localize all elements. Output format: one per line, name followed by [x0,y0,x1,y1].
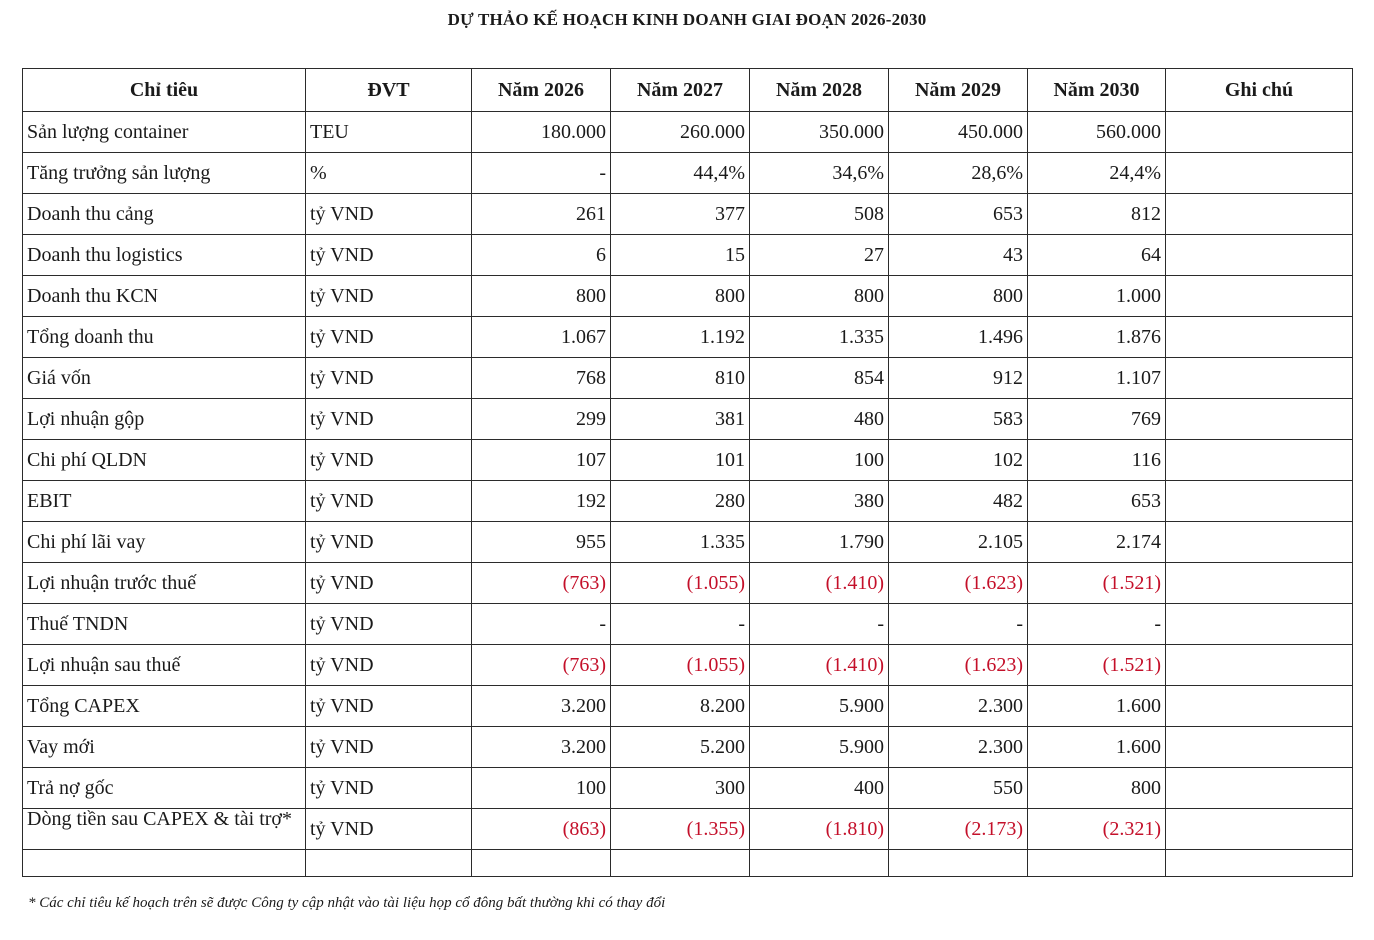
unit-cell: TEU [306,112,472,153]
empty-cell [1166,850,1353,877]
value-2026-cell: 261 [472,194,611,235]
value-2027-cell: (1.055) [611,645,750,686]
value-2030-cell: 116 [1028,440,1166,481]
value-2029-cell: 550 [889,768,1028,809]
note-cell [1166,727,1353,768]
note-cell [1166,440,1353,481]
unit-cell: tỷ VND [306,481,472,522]
table-row [23,112,1353,153]
value-2030-cell: 769 [1028,399,1166,440]
value-2030-cell: 560.000 [1028,112,1166,153]
metric-cell: Chi phí lãi vay [23,522,306,563]
value-2027-cell: 15 [611,235,750,276]
value-2026-cell: 800 [472,276,611,317]
header-year-2030: Năm 2030 [1028,69,1166,112]
value-2028-cell: 800 [750,276,889,317]
value-2026-cell: 100 [472,768,611,809]
value-2026-cell: 180.000 [472,112,611,153]
value-2028-cell: 400 [750,768,889,809]
metric-cell: Tổng CAPEX [23,686,306,727]
value-2030-cell: 653 [1028,481,1166,522]
value-2030-cell: 1.000 [1028,276,1166,317]
value-2028-cell: (1.410) [750,563,889,604]
value-2027-cell: (1.355) [611,809,750,850]
value-2028-cell: 350.000 [750,112,889,153]
value-2030-cell: - [1028,604,1166,645]
value-2027-cell: 1.335 [611,522,750,563]
value-2029-cell: 450.000 [889,112,1028,153]
value-2027-cell: - [611,604,750,645]
unit-cell: tỷ VND [306,768,472,809]
value-2026-cell: 3.200 [472,727,611,768]
note-cell [1166,481,1353,522]
value-2030-cell: 64 [1028,235,1166,276]
value-2030-cell: (1.521) [1028,563,1166,604]
note-cell [1166,399,1353,440]
value-2029-cell: 1.496 [889,317,1028,358]
value-2026-cell: 3.200 [472,686,611,727]
value-2027-cell: 44,4% [611,153,750,194]
metric-cell: Dòng tiền sau CAPEX & tài trợ* [23,809,306,850]
value-2026-cell: 6 [472,235,611,276]
value-2026-cell: 107 [472,440,611,481]
value-2026-cell: (763) [472,645,611,686]
table-row [23,686,1353,727]
metric-cell: Thuế TNDN [23,604,306,645]
value-2026-cell: - [472,153,611,194]
unit-cell: tỷ VND [306,563,472,604]
value-2028-cell: 1.335 [750,317,889,358]
value-2030-cell: (1.521) [1028,645,1166,686]
unit-cell: tỷ VND [306,194,472,235]
table-row [23,153,1353,194]
value-2027-cell: 381 [611,399,750,440]
metric-cell: Doanh thu cảng [23,194,306,235]
value-2029-cell: 2.105 [889,522,1028,563]
value-2027-cell: 101 [611,440,750,481]
note-cell [1166,563,1353,604]
business-plan-table [22,68,1353,877]
value-2027-cell: 810 [611,358,750,399]
note-cell [1166,112,1353,153]
value-2027-cell: 280 [611,481,750,522]
value-2029-cell: 583 [889,399,1028,440]
note-cell [1166,522,1353,563]
value-2028-cell: 27 [750,235,889,276]
empty-cell [611,850,750,877]
metric-cell: Vay mới [23,727,306,768]
unit-cell: tỷ VND [306,809,472,850]
note-cell [1166,276,1353,317]
value-2028-cell: 34,6% [750,153,889,194]
value-2027-cell: 800 [611,276,750,317]
header-year-2027: Năm 2027 [611,69,750,112]
table-row [23,768,1353,809]
metric-cell: Doanh thu logistics [23,235,306,276]
table-row [23,645,1353,686]
unit-cell: tỷ VND [306,358,472,399]
note-cell [1166,317,1353,358]
value-2026-cell: - [472,604,611,645]
value-2030-cell: 2.174 [1028,522,1166,563]
metric-cell: Chi phí QLDN [23,440,306,481]
value-2026-cell: 1.067 [472,317,611,358]
unit-cell: tỷ VND [306,276,472,317]
value-2029-cell: 482 [889,481,1028,522]
value-2029-cell: (2.173) [889,809,1028,850]
metric-cell: Trả nợ gốc [23,768,306,809]
value-2029-cell: 653 [889,194,1028,235]
value-2028-cell: 480 [750,399,889,440]
note-cell [1166,194,1353,235]
metric-cell: Giá vốn [23,358,306,399]
empty-cell [750,850,889,877]
header-unit: ĐVT [306,69,472,112]
value-2027-cell: 8.200 [611,686,750,727]
header-note: Ghi chú [1166,69,1353,112]
metric-cell: Tăng trưởng sản lượng [23,153,306,194]
empty-cell [1028,850,1166,877]
value-2027-cell: 377 [611,194,750,235]
note-cell [1166,153,1353,194]
value-2026-cell: (763) [472,563,611,604]
table-row [23,809,1353,850]
value-2029-cell: 43 [889,235,1028,276]
value-2026-cell: (863) [472,809,611,850]
empty-cell [23,850,306,877]
table-row [23,440,1353,481]
empty-cell [306,850,472,877]
value-2029-cell: 2.300 [889,686,1028,727]
note-cell [1166,809,1353,850]
value-2027-cell: 260.000 [611,112,750,153]
empty-cell [889,850,1028,877]
value-2028-cell: 5.900 [750,727,889,768]
value-2028-cell: - [750,604,889,645]
value-2028-cell: 854 [750,358,889,399]
metric-cell: EBIT [23,481,306,522]
value-2029-cell: (1.623) [889,563,1028,604]
value-2030-cell: 1.600 [1028,727,1166,768]
value-2029-cell: 2.300 [889,727,1028,768]
table-row [23,563,1353,604]
value-2030-cell: 800 [1028,768,1166,809]
value-2029-cell: 800 [889,276,1028,317]
table-row [23,276,1353,317]
unit-cell: tỷ VND [306,522,472,563]
value-2026-cell: 299 [472,399,611,440]
value-2026-cell: 192 [472,481,611,522]
unit-cell: tỷ VND [306,645,472,686]
unit-cell: tỷ VND [306,399,472,440]
unit-cell: tỷ VND [306,235,472,276]
value-2030-cell: 1.876 [1028,317,1166,358]
table-row [23,317,1353,358]
header-year-2028: Năm 2028 [750,69,889,112]
value-2028-cell: 1.790 [750,522,889,563]
header-metric: Chỉ tiêu [23,69,306,112]
note-cell [1166,604,1353,645]
unit-cell: tỷ VND [306,686,472,727]
note-cell [1166,358,1353,399]
value-2026-cell: 768 [472,358,611,399]
footnote: * Các chỉ tiêu kế hoạch trên sẽ được Công ty cập nhật vào tài liệu họp cổ đông bất thường khi có thay đổi [28,895,666,911]
unit-cell: % [306,153,472,194]
value-2027-cell: 5.200 [611,727,750,768]
unit-cell: tỷ VND [306,440,472,481]
value-2029-cell: (1.623) [889,645,1028,686]
note-cell [1166,645,1353,686]
document-title: DỰ THẢO KẾ HOẠCH KINH DOANH GIAI ĐOẠN 2026-2030 [447,10,927,29]
value-2029-cell: 102 [889,440,1028,481]
empty-cell [472,850,611,877]
unit-cell: tỷ VND [306,604,472,645]
table-body [23,112,1353,877]
value-2028-cell: (1.410) [750,645,889,686]
value-2028-cell: (1.810) [750,809,889,850]
header-year-2029: Năm 2029 [889,69,1028,112]
value-2028-cell: 380 [750,481,889,522]
table-row [23,358,1353,399]
value-2028-cell: 100 [750,440,889,481]
value-2028-cell: 508 [750,194,889,235]
table-row [23,235,1353,276]
value-2029-cell: - [889,604,1028,645]
table-row [23,604,1353,645]
value-2028-cell: 5.900 [750,686,889,727]
note-cell [1166,235,1353,276]
value-2030-cell: 24,4% [1028,153,1166,194]
unit-cell: tỷ VND [306,317,472,358]
value-2030-cell: 1.107 [1028,358,1166,399]
empty-table-row [23,850,1353,877]
header-year-2026: Năm 2026 [472,69,611,112]
value-2030-cell: (2.321) [1028,809,1166,850]
table-row [23,727,1353,768]
note-cell [1166,686,1353,727]
table-row [23,481,1353,522]
value-2029-cell: 28,6% [889,153,1028,194]
value-2026-cell: 955 [472,522,611,563]
metric-cell: Lợi nhuận gộp [23,399,306,440]
value-2029-cell: 912 [889,358,1028,399]
value-2027-cell: 300 [611,768,750,809]
metric-cell: Doanh thu KCN [23,276,306,317]
table-header-row [23,69,1353,112]
metric-cell: Lợi nhuận sau thuế [23,645,306,686]
unit-cell: tỷ VND [306,727,472,768]
table-row [23,194,1353,235]
value-2027-cell: 1.192 [611,317,750,358]
note-cell [1166,768,1353,809]
metric-cell: Sản lượng container [23,112,306,153]
metric-cell: Tổng doanh thu [23,317,306,358]
table-row [23,522,1353,563]
table-row [23,399,1353,440]
value-2027-cell: (1.055) [611,563,750,604]
value-2030-cell: 1.600 [1028,686,1166,727]
metric-cell: Lợi nhuận trước thuế [23,563,306,604]
value-2030-cell: 812 [1028,194,1166,235]
